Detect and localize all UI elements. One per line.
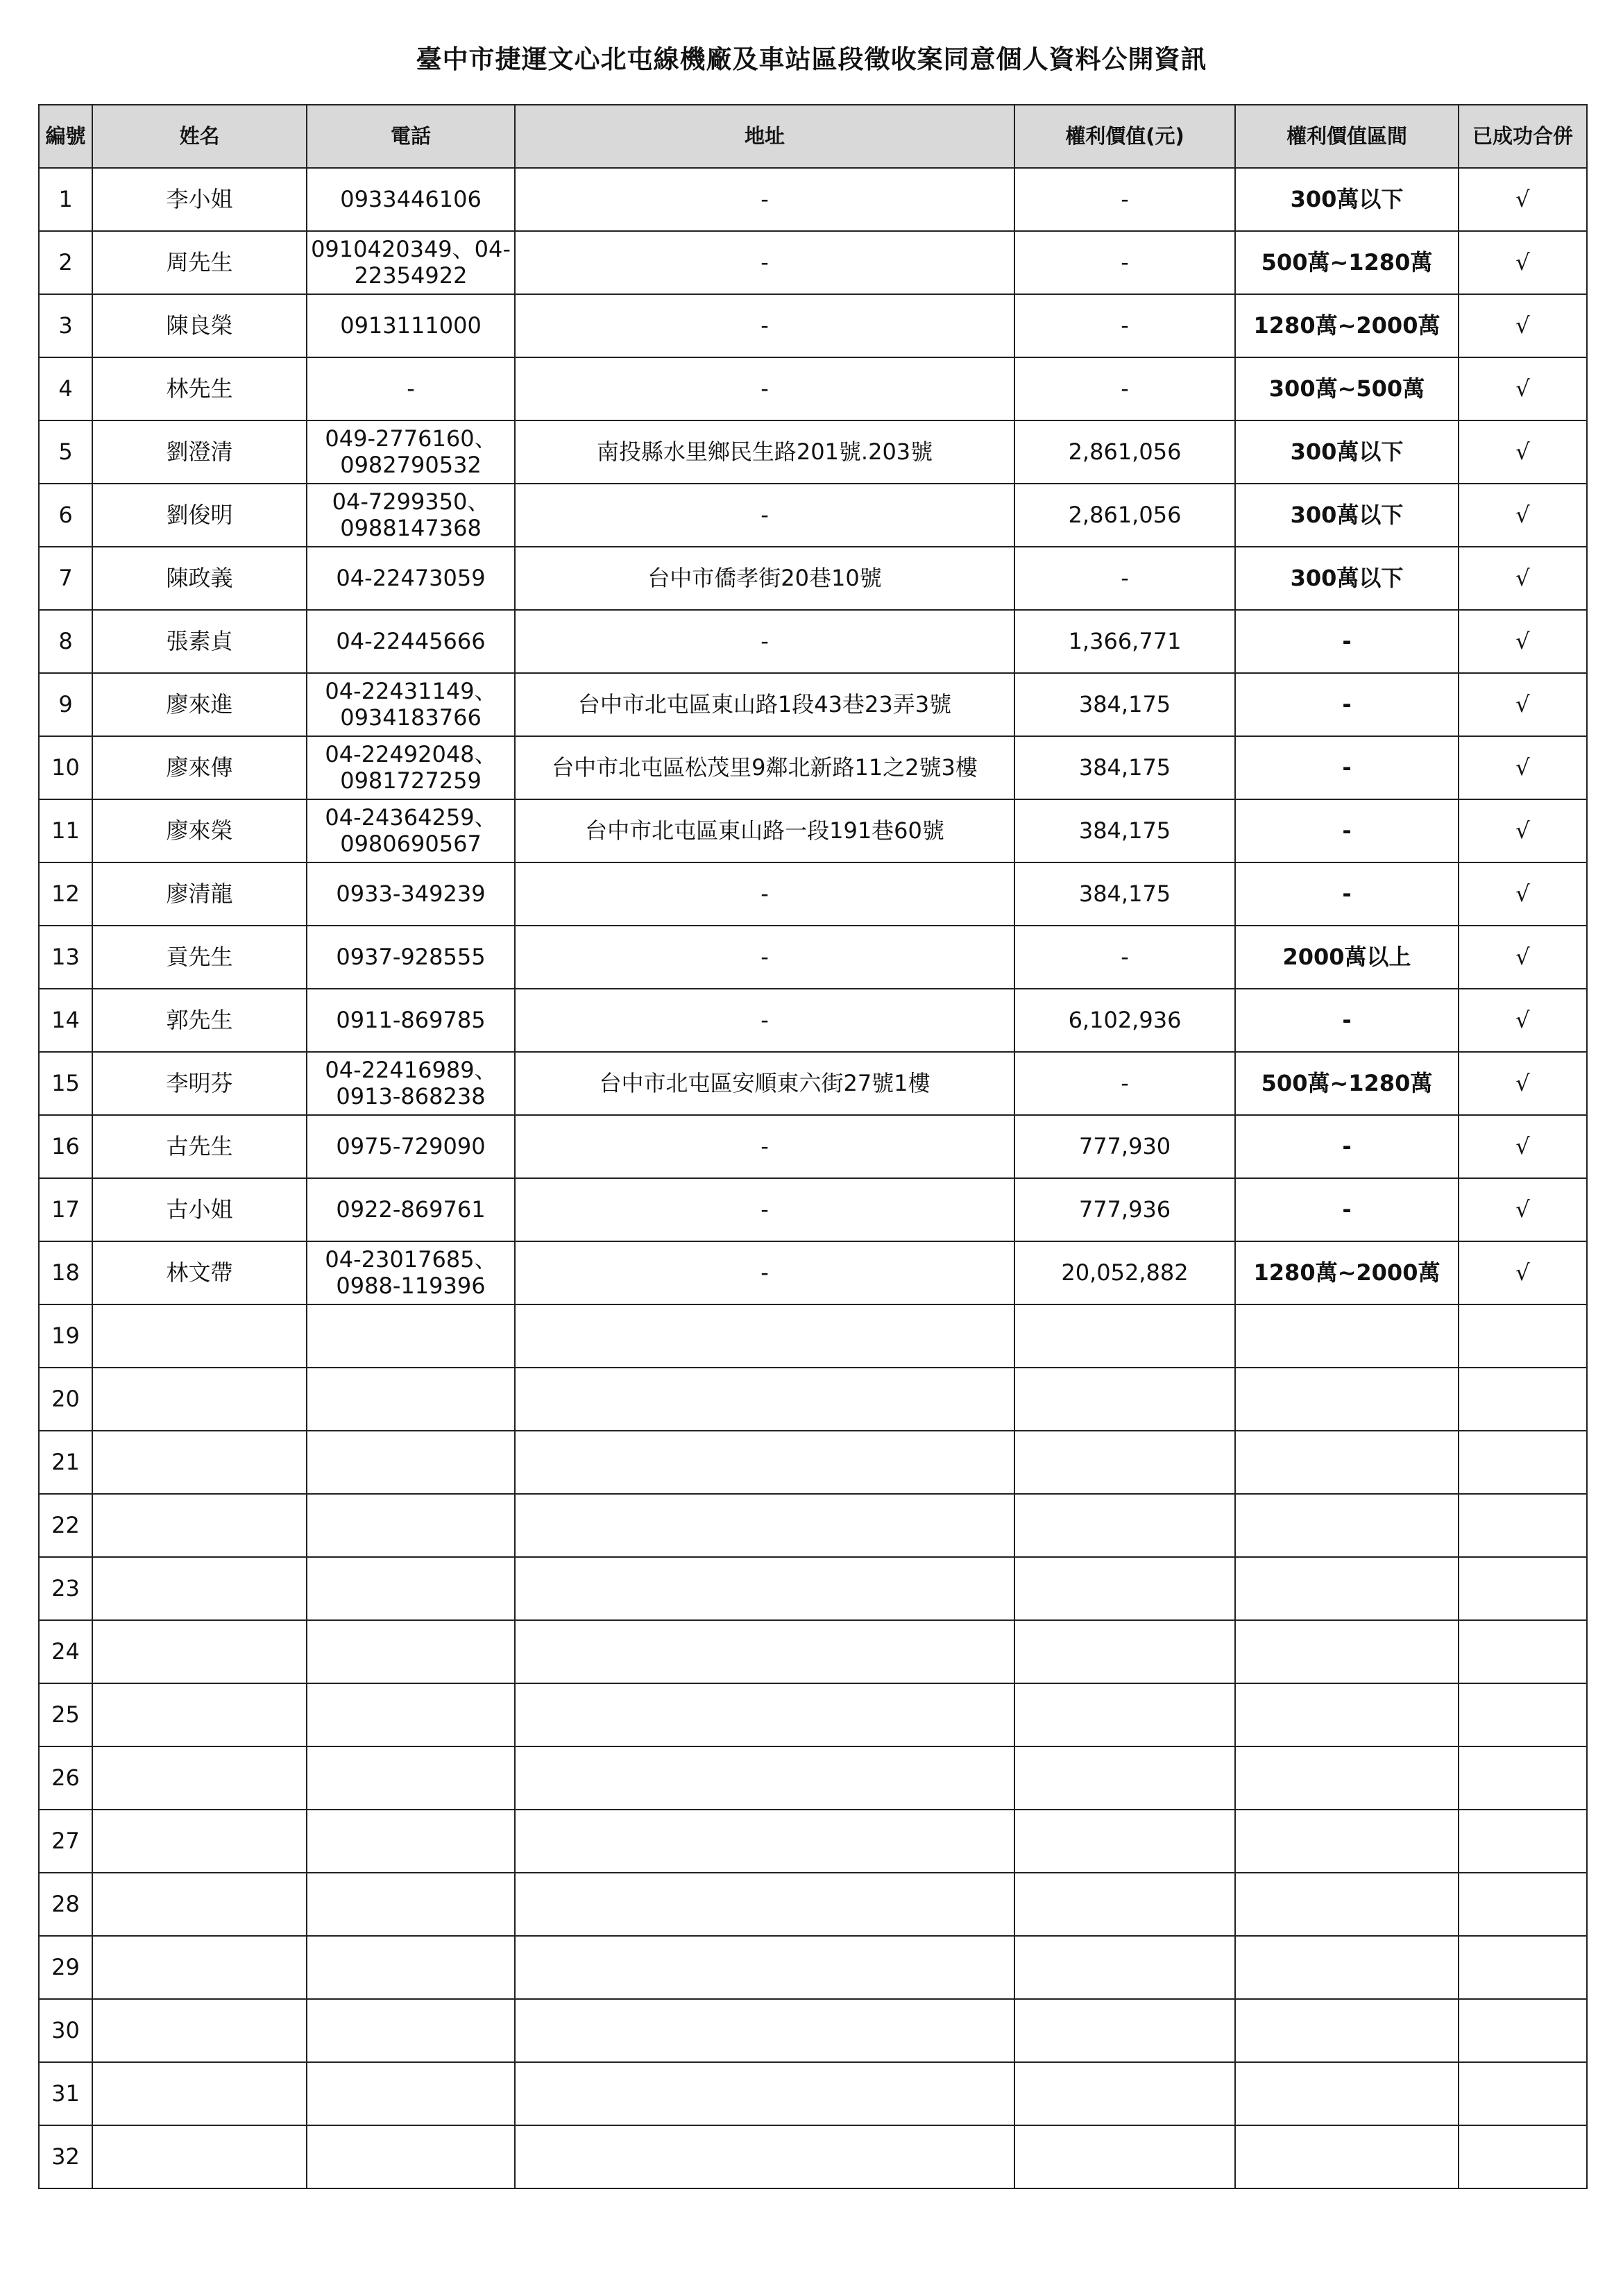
cell-phone — [307, 2062, 515, 2125]
cell-number: 3 — [39, 294, 92, 357]
cell-name: 郭先生 — [92, 989, 307, 1052]
cell-number: 29 — [39, 1936, 92, 1999]
consent-table — [38, 104, 1588, 2189]
cell-name: 林文帶 — [92, 1241, 307, 1304]
cell-name — [92, 1368, 307, 1431]
cell-address — [515, 2125, 1014, 2188]
cell-name: 廖來榮 — [92, 799, 307, 862]
cell-merged: √ — [1459, 231, 1587, 294]
col-header-phone: 電話 — [307, 105, 515, 168]
cell-number: 25 — [39, 1683, 92, 1746]
cell-value — [1014, 1999, 1235, 2062]
col-header-value-range: 權利價值區間 — [1235, 105, 1459, 168]
cell-number: 6 — [39, 484, 92, 547]
cell-name — [92, 1304, 307, 1368]
table-row — [39, 1178, 1587, 1241]
cell-merged: √ — [1459, 420, 1587, 484]
table-row — [39, 1368, 1587, 1431]
cell-merged — [1459, 1304, 1587, 1368]
cell-address: 台中市僑孝街20巷10號 — [515, 547, 1014, 610]
table-row — [39, 1683, 1587, 1746]
col-header-value: 權利價值(元) — [1014, 105, 1235, 168]
cell-value: - — [1014, 294, 1235, 357]
table-row — [39, 1746, 1587, 1810]
cell-address — [515, 1620, 1014, 1683]
cell-address: - — [515, 1241, 1014, 1304]
cell-name — [92, 1683, 307, 1746]
cell-value: 6,102,936 — [1014, 989, 1235, 1052]
page-title: 臺中市捷運文心北屯線機廠及車站區段徵收案同意個人資料公開資訊 — [416, 44, 1207, 74]
cell-phone — [307, 1304, 515, 1368]
cell-value — [1014, 2062, 1235, 2125]
table-row — [39, 989, 1587, 1052]
cell-address: 台中市北屯區安順東六街27號1樓 — [515, 1052, 1014, 1115]
cell-phone — [307, 1557, 515, 1620]
cell-number: 2 — [39, 231, 92, 294]
cell-address — [515, 1557, 1014, 1620]
cell-value: 777,930 — [1014, 1115, 1235, 1178]
cell-value — [1014, 1873, 1235, 1936]
cell-number: 26 — [39, 1746, 92, 1810]
cell-phone: 04-24364259、0980690567 — [307, 799, 515, 862]
table-row — [39, 1115, 1587, 1178]
table-row — [39, 610, 1587, 673]
cell-number: 22 — [39, 1494, 92, 1557]
cell-merged: √ — [1459, 1115, 1587, 1178]
cell-name — [92, 2062, 307, 2125]
cell-value: 777,936 — [1014, 1178, 1235, 1241]
cell-address — [515, 1810, 1014, 1873]
cell-number: 8 — [39, 610, 92, 673]
cell-value: 384,175 — [1014, 799, 1235, 862]
cell-name — [92, 2125, 307, 2188]
cell-value: 1,366,771 — [1014, 610, 1235, 673]
cell-address: - — [515, 294, 1014, 357]
table-row — [39, 1999, 1587, 2062]
cell-name: 廖來進 — [92, 673, 307, 736]
cell-value-range: 500萬~1280萬 — [1235, 231, 1459, 294]
table-row — [39, 484, 1587, 547]
table-row — [39, 231, 1587, 294]
cell-address: - — [515, 862, 1014, 926]
cell-phone — [307, 1683, 515, 1746]
cell-phone: 04-23017685、0988-119396 — [307, 1241, 515, 1304]
cell-phone — [307, 1999, 515, 2062]
cell-value-range — [1235, 1683, 1459, 1746]
cell-name — [92, 1557, 307, 1620]
col-header-number: 編號 — [39, 105, 92, 168]
cell-merged — [1459, 1936, 1587, 1999]
cell-merged: √ — [1459, 736, 1587, 799]
cell-address — [515, 1746, 1014, 1810]
cell-name — [92, 1936, 307, 1999]
cell-name: 古小姐 — [92, 1178, 307, 1241]
cell-value-range: - — [1235, 736, 1459, 799]
table-row — [39, 1052, 1587, 1115]
cell-address — [515, 1999, 1014, 2062]
cell-merged: √ — [1459, 357, 1587, 420]
cell-value: 384,175 — [1014, 862, 1235, 926]
cell-value: - — [1014, 231, 1235, 294]
cell-number: 7 — [39, 547, 92, 610]
cell-merged — [1459, 1683, 1587, 1746]
cell-name: 李明芬 — [92, 1052, 307, 1115]
table-row — [39, 926, 1587, 989]
cell-number: 9 — [39, 673, 92, 736]
table-row — [39, 673, 1587, 736]
cell-name: 古先生 — [92, 1115, 307, 1178]
cell-merged: √ — [1459, 610, 1587, 673]
cell-value: - — [1014, 1052, 1235, 1115]
cell-value-range — [1235, 1620, 1459, 1683]
cell-name: 陳政義 — [92, 547, 307, 610]
table-row — [39, 736, 1587, 799]
cell-number: 5 — [39, 420, 92, 484]
cell-number: 32 — [39, 2125, 92, 2188]
table-row — [39, 1431, 1587, 1494]
table-row — [39, 1936, 1587, 1999]
cell-value — [1014, 1810, 1235, 1873]
cell-address: - — [515, 1178, 1014, 1241]
cell-merged — [1459, 1810, 1587, 1873]
cell-phone: 0975-729090 — [307, 1115, 515, 1178]
cell-name — [92, 1999, 307, 2062]
cell-value — [1014, 1368, 1235, 1431]
cell-value: 2,861,056 — [1014, 484, 1235, 547]
cell-merged: √ — [1459, 926, 1587, 989]
table-row — [39, 420, 1587, 484]
cell-phone: 0937-928555 — [307, 926, 515, 989]
cell-address — [515, 1494, 1014, 1557]
cell-number: 12 — [39, 862, 92, 926]
cell-phone — [307, 1936, 515, 1999]
cell-phone: 049-2776160、0982790532 — [307, 420, 515, 484]
cell-address: - — [515, 357, 1014, 420]
cell-number: 10 — [39, 736, 92, 799]
cell-merged — [1459, 1431, 1587, 1494]
cell-value-range — [1235, 2125, 1459, 2188]
cell-name: 陳良榮 — [92, 294, 307, 357]
cell-value-range: - — [1235, 1115, 1459, 1178]
cell-merged — [1459, 1999, 1587, 2062]
cell-value-range: 300萬以下 — [1235, 547, 1459, 610]
table-row — [39, 862, 1587, 926]
cell-number: 19 — [39, 1304, 92, 1368]
cell-address: - — [515, 168, 1014, 231]
cell-number: 24 — [39, 1620, 92, 1683]
cell-name — [92, 1746, 307, 1810]
cell-number: 27 — [39, 1810, 92, 1873]
cell-value-range: 1280萬~2000萬 — [1235, 294, 1459, 357]
table-row — [39, 294, 1587, 357]
cell-merged — [1459, 1494, 1587, 1557]
cell-phone: 04-22445666 — [307, 610, 515, 673]
cell-value-range: 2000萬以上 — [1235, 926, 1459, 989]
cell-name: 劉澄清 — [92, 420, 307, 484]
table-row — [39, 799, 1587, 862]
cell-merged — [1459, 1620, 1587, 1683]
cell-phone — [307, 1810, 515, 1873]
cell-merged — [1459, 1746, 1587, 1810]
cell-merged: √ — [1459, 1241, 1587, 1304]
cell-number: 28 — [39, 1873, 92, 1936]
cell-merged — [1459, 1368, 1587, 1431]
cell-merged — [1459, 2062, 1587, 2125]
cell-value-range: 300萬以下 — [1235, 484, 1459, 547]
cell-number: 15 — [39, 1052, 92, 1115]
cell-number: 16 — [39, 1115, 92, 1178]
cell-number: 18 — [39, 1241, 92, 1304]
cell-name: 廖清龍 — [92, 862, 307, 926]
cell-name: 張素貞 — [92, 610, 307, 673]
cell-name: 廖來傳 — [92, 736, 307, 799]
cell-value-range — [1235, 1999, 1459, 2062]
cell-value — [1014, 1746, 1235, 1810]
cell-address: - — [515, 1115, 1014, 1178]
cell-value: - — [1014, 547, 1235, 610]
cell-name — [92, 1810, 307, 1873]
cell-phone: 0910420349、04-22354922 — [307, 231, 515, 294]
cell-address: - — [515, 231, 1014, 294]
cell-address: 南投縣水里鄉民生路201號.203號 — [515, 420, 1014, 484]
cell-number: 21 — [39, 1431, 92, 1494]
table-row — [39, 1304, 1587, 1368]
cell-address — [515, 1368, 1014, 1431]
cell-merged: √ — [1459, 989, 1587, 1052]
cell-merged: √ — [1459, 484, 1587, 547]
cell-value-range: - — [1235, 610, 1459, 673]
cell-value — [1014, 1304, 1235, 1368]
cell-address: 台中市北屯區東山路一段191巷60號 — [515, 799, 1014, 862]
cell-name: 李小姐 — [92, 168, 307, 231]
cell-phone: 04-7299350、0988147368 — [307, 484, 515, 547]
cell-number: 1 — [39, 168, 92, 231]
cell-value — [1014, 1620, 1235, 1683]
cell-value — [1014, 2125, 1235, 2188]
cell-value-range — [1235, 2062, 1459, 2125]
cell-value: 384,175 — [1014, 736, 1235, 799]
table-body — [39, 168, 1587, 2188]
cell-number: 13 — [39, 926, 92, 989]
cell-value-range: 500萬~1280萬 — [1235, 1052, 1459, 1115]
cell-value-range — [1235, 1936, 1459, 1999]
cell-phone — [307, 1368, 515, 1431]
cell-phone: 04-22473059 — [307, 547, 515, 610]
cell-merged: √ — [1459, 673, 1587, 736]
cell-merged — [1459, 2125, 1587, 2188]
cell-address: - — [515, 926, 1014, 989]
cell-phone: - — [307, 357, 515, 420]
cell-merged: √ — [1459, 862, 1587, 926]
cell-value-range: 1280萬~2000萬 — [1235, 1241, 1459, 1304]
cell-name — [92, 1431, 307, 1494]
cell-value-range: - — [1235, 1178, 1459, 1241]
table-row — [39, 1241, 1587, 1304]
cell-number: 4 — [39, 357, 92, 420]
cell-phone — [307, 1494, 515, 1557]
cell-value-range: 300萬~500萬 — [1235, 357, 1459, 420]
cell-value — [1014, 1431, 1235, 1494]
cell-value — [1014, 1494, 1235, 1557]
table-row — [39, 1494, 1587, 1557]
table-row — [39, 2062, 1587, 2125]
cell-value — [1014, 1557, 1235, 1620]
cell-value — [1014, 1936, 1235, 1999]
cell-value: - — [1014, 357, 1235, 420]
cell-name — [92, 1494, 307, 1557]
cell-phone: 04-22416989、0913-868238 — [307, 1052, 515, 1115]
cell-address: 台中市北屯區松茂里9鄰北新路11之2號3樓 — [515, 736, 1014, 799]
cell-name: 劉俊明 — [92, 484, 307, 547]
cell-phone — [307, 1746, 515, 1810]
table-row — [39, 1873, 1587, 1936]
cell-address: 台中市北屯區東山路1段43巷23弄3號 — [515, 673, 1014, 736]
cell-phone: 04-22431149、0934183766 — [307, 673, 515, 736]
table-row — [39, 1620, 1587, 1683]
cell-value-range — [1235, 1368, 1459, 1431]
cell-value: - — [1014, 926, 1235, 989]
cell-phone: 04-22492048、0981727259 — [307, 736, 515, 799]
cell-number: 17 — [39, 1178, 92, 1241]
cell-number: 23 — [39, 1557, 92, 1620]
cell-value-range — [1235, 1746, 1459, 1810]
cell-number: 14 — [39, 989, 92, 1052]
cell-value-range: 300萬以下 — [1235, 168, 1459, 231]
cell-value: 20,052,882 — [1014, 1241, 1235, 1304]
cell-address — [515, 2062, 1014, 2125]
cell-value-range: - — [1235, 862, 1459, 926]
cell-value: 2,861,056 — [1014, 420, 1235, 484]
cell-phone: 0933-349239 — [307, 862, 515, 926]
cell-value: 384,175 — [1014, 673, 1235, 736]
cell-value-range: - — [1235, 799, 1459, 862]
cell-merged: √ — [1459, 1052, 1587, 1115]
cell-address: - — [515, 989, 1014, 1052]
cell-phone: 0911-869785 — [307, 989, 515, 1052]
cell-phone — [307, 1873, 515, 1936]
cell-number: 20 — [39, 1368, 92, 1431]
cell-address — [515, 1304, 1014, 1368]
cell-value-range — [1235, 1431, 1459, 1494]
cell-phone: 0933446106 — [307, 168, 515, 231]
cell-merged — [1459, 1557, 1587, 1620]
cell-name — [92, 1873, 307, 1936]
col-header-address: 地址 — [515, 105, 1014, 168]
cell-phone: 0913111000 — [307, 294, 515, 357]
col-header-merged: 已成功合併 — [1459, 105, 1587, 168]
cell-value-range — [1235, 1873, 1459, 1936]
cell-address — [515, 1431, 1014, 1494]
cell-number: 11 — [39, 799, 92, 862]
cell-value-range — [1235, 1304, 1459, 1368]
cell-phone — [307, 2125, 515, 2188]
table-row — [39, 357, 1587, 420]
cell-number: 31 — [39, 2062, 92, 2125]
cell-value — [1014, 1683, 1235, 1746]
cell-name: 林先生 — [92, 357, 307, 420]
cell-phone — [307, 1620, 515, 1683]
cell-merged: √ — [1459, 168, 1587, 231]
cell-merged: √ — [1459, 294, 1587, 357]
cell-merged — [1459, 1873, 1587, 1936]
cell-address — [515, 1683, 1014, 1746]
cell-phone — [307, 1431, 515, 1494]
table-row — [39, 168, 1587, 231]
table-row — [39, 2125, 1587, 2188]
cell-value-range — [1235, 1494, 1459, 1557]
col-header-name: 姓名 — [92, 105, 307, 168]
cell-address: - — [515, 484, 1014, 547]
cell-merged: √ — [1459, 1178, 1587, 1241]
header-row — [39, 105, 1587, 168]
cell-name: 周先生 — [92, 231, 307, 294]
cell-merged: √ — [1459, 547, 1587, 610]
cell-address: - — [515, 610, 1014, 673]
cell-address — [515, 1873, 1014, 1936]
cell-address — [515, 1936, 1014, 1999]
cell-name — [92, 1620, 307, 1683]
cell-value: - — [1014, 168, 1235, 231]
cell-value-range: 300萬以下 — [1235, 420, 1459, 484]
cell-value-range: - — [1235, 673, 1459, 736]
cell-value-range: - — [1235, 989, 1459, 1052]
cell-name: 貢先生 — [92, 926, 307, 989]
cell-merged: √ — [1459, 799, 1587, 862]
cell-number: 30 — [39, 1999, 92, 2062]
table-row — [39, 1810, 1587, 1873]
cell-phone: 0922-869761 — [307, 1178, 515, 1241]
cell-value-range — [1235, 1557, 1459, 1620]
table-row — [39, 547, 1587, 610]
cell-value-range — [1235, 1810, 1459, 1873]
table-row — [39, 1557, 1587, 1620]
